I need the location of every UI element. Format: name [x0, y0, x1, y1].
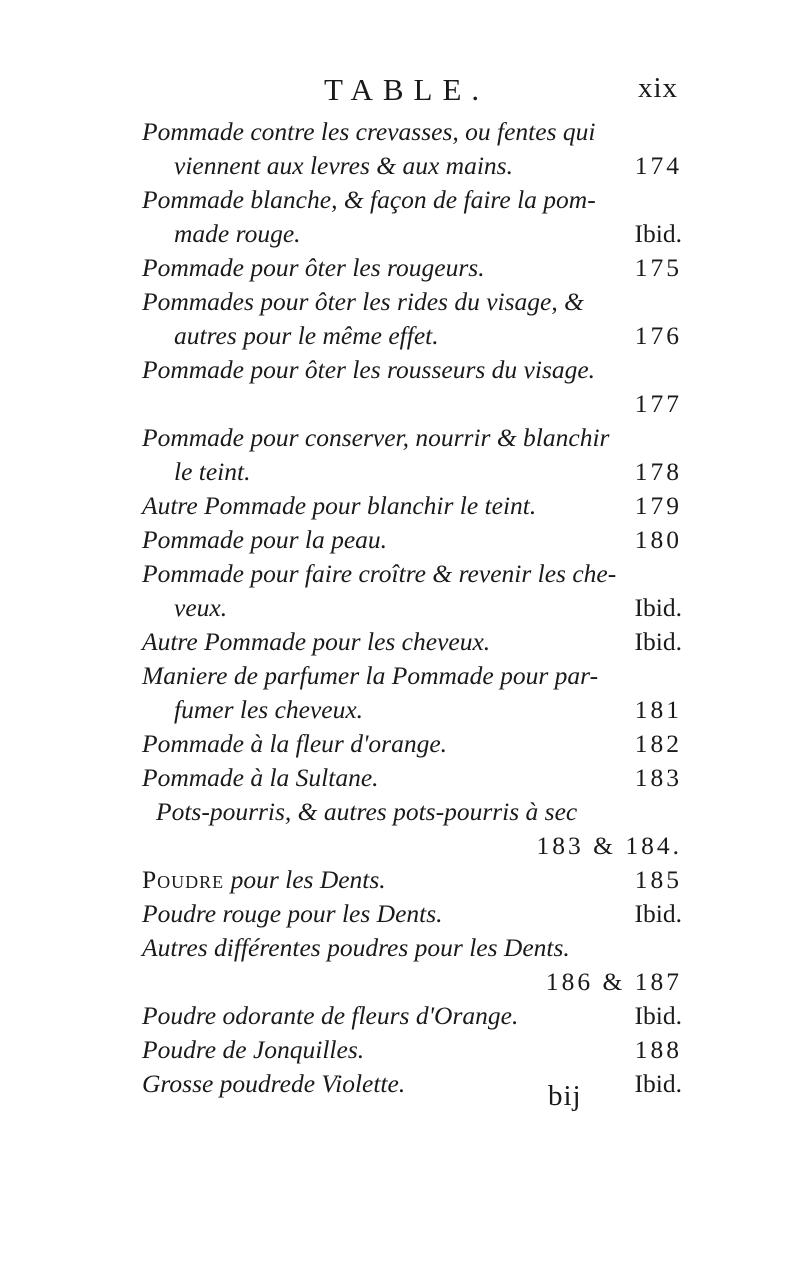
- entry-page: 183: [634, 763, 682, 792]
- entry-text: Autre Pommade pour blanchir le teint.: [142, 491, 537, 520]
- entry-page: 183 & 184.: [536, 831, 682, 860]
- toc-line: [142, 421, 682, 455]
- entry-text-rest: pour les Dents.: [224, 865, 386, 894]
- entry-text: Pommade contre les crevasses, ou fentes qui: [142, 117, 596, 146]
- entry-text: Autres différentes poudres pour les Dents.: [142, 933, 570, 962]
- toc-line: [142, 217, 682, 251]
- toc-line: [142, 931, 682, 965]
- entry-text: Poudre odorante de fleurs d'Orange.: [142, 1001, 519, 1030]
- entry-text: viennent aux levres & aux mains.: [174, 151, 513, 180]
- toc-line: [142, 353, 682, 387]
- toc-line: [142, 149, 682, 183]
- toc-line: [142, 863, 682, 897]
- entry-page: 186 & 187: [545, 967, 682, 996]
- entry-text: Maniere de parfumer la Pommade pour par-: [142, 661, 599, 690]
- entry-page: 188: [634, 1035, 682, 1064]
- toc-line: [142, 455, 682, 489]
- toc-line: [142, 1067, 682, 1101]
- entry-page: 180: [634, 525, 682, 554]
- entry-text: Pommade pour faire croître & revenir les che-: [142, 559, 617, 588]
- toc-line: [142, 999, 682, 1033]
- entry-text: Pots-pourris, & autres pots-pourris à sec: [156, 797, 578, 826]
- entry-page: 178: [634, 457, 682, 486]
- entry-text: fumer les cheveux.: [174, 695, 364, 724]
- entry-text: Pommade à la Sultane.: [142, 763, 379, 792]
- signature-mark: bij: [548, 1080, 582, 1112]
- entry-page: Ibid.: [634, 219, 682, 248]
- entry-text-smallcaps: Poudre: [142, 865, 225, 894]
- entry-page: 185: [634, 865, 682, 894]
- page-number: xix: [637, 72, 678, 104]
- running-header: [142, 72, 678, 116]
- entry-text: Autre Pommade pour les cheveux.: [142, 627, 491, 656]
- toc-line: [142, 727, 682, 761]
- toc-line: [142, 489, 682, 523]
- toc-line: [142, 115, 682, 149]
- toc-line: [142, 965, 682, 999]
- entry-page: 175: [634, 253, 682, 282]
- entry-page: 182: [634, 729, 682, 758]
- entry-text: Pommade pour conserver, nourrir & blanchir: [142, 423, 610, 452]
- toc-line: [142, 251, 682, 285]
- entry-text: Pommade pour la peau.: [142, 525, 388, 554]
- toc-line: [142, 761, 682, 795]
- entry-page: Ibid.: [634, 1069, 682, 1098]
- entry-text: Poudre rouge pour les Dents.: [142, 899, 443, 928]
- toc-line: [142, 523, 682, 557]
- toc-line: [142, 659, 682, 693]
- toc-line: [142, 829, 682, 863]
- toc-line: [142, 591, 682, 625]
- entry-text: autres pour le même effet.: [174, 321, 439, 350]
- toc-line: [142, 625, 682, 659]
- entry-text: [142, 863, 386, 897]
- entry-text: le teint.: [174, 457, 251, 486]
- toc-line: [142, 387, 682, 421]
- entry-page: 174: [634, 151, 682, 180]
- entry-page: 176: [634, 321, 682, 350]
- entry-page: 177: [634, 389, 682, 418]
- table-of-contents: [142, 115, 682, 1101]
- entry-text: Pommade pour ôter les rougeurs.: [142, 253, 485, 282]
- entry-text: Pommade pour ôter les rousseurs du visage.: [142, 355, 596, 384]
- entry-text: Pommade à la fleur d'orange.: [142, 729, 448, 758]
- toc-line: [142, 1033, 682, 1067]
- entry-page: Ibid.: [634, 627, 682, 656]
- entry-page: Ibid.: [634, 899, 682, 928]
- entry-text: veux.: [174, 593, 228, 622]
- entry-text: Pommade blanche, & façon de faire la pom-: [142, 185, 596, 214]
- entry-text: Poudre de Jonquilles.: [142, 1035, 365, 1064]
- entry-page: Ibid.: [634, 593, 682, 622]
- entry-text: Grosse poudrede Violette.: [142, 1069, 406, 1098]
- toc-line: [142, 183, 682, 217]
- entry-page: 179: [634, 491, 682, 520]
- toc-line: [142, 319, 682, 353]
- entry-text: made rouge.: [174, 219, 301, 248]
- entry-page: Ibid.: [634, 1001, 682, 1030]
- toc-line: [142, 897, 682, 931]
- toc-line: [142, 557, 682, 591]
- page-title: TABLE.: [324, 72, 490, 107]
- toc-line: [142, 285, 682, 319]
- entry-text: Pommades pour ôter les rides du visage, &: [142, 287, 584, 316]
- toc-line: [142, 795, 682, 829]
- entry-page: 181: [634, 695, 682, 724]
- toc-line: [142, 693, 682, 727]
